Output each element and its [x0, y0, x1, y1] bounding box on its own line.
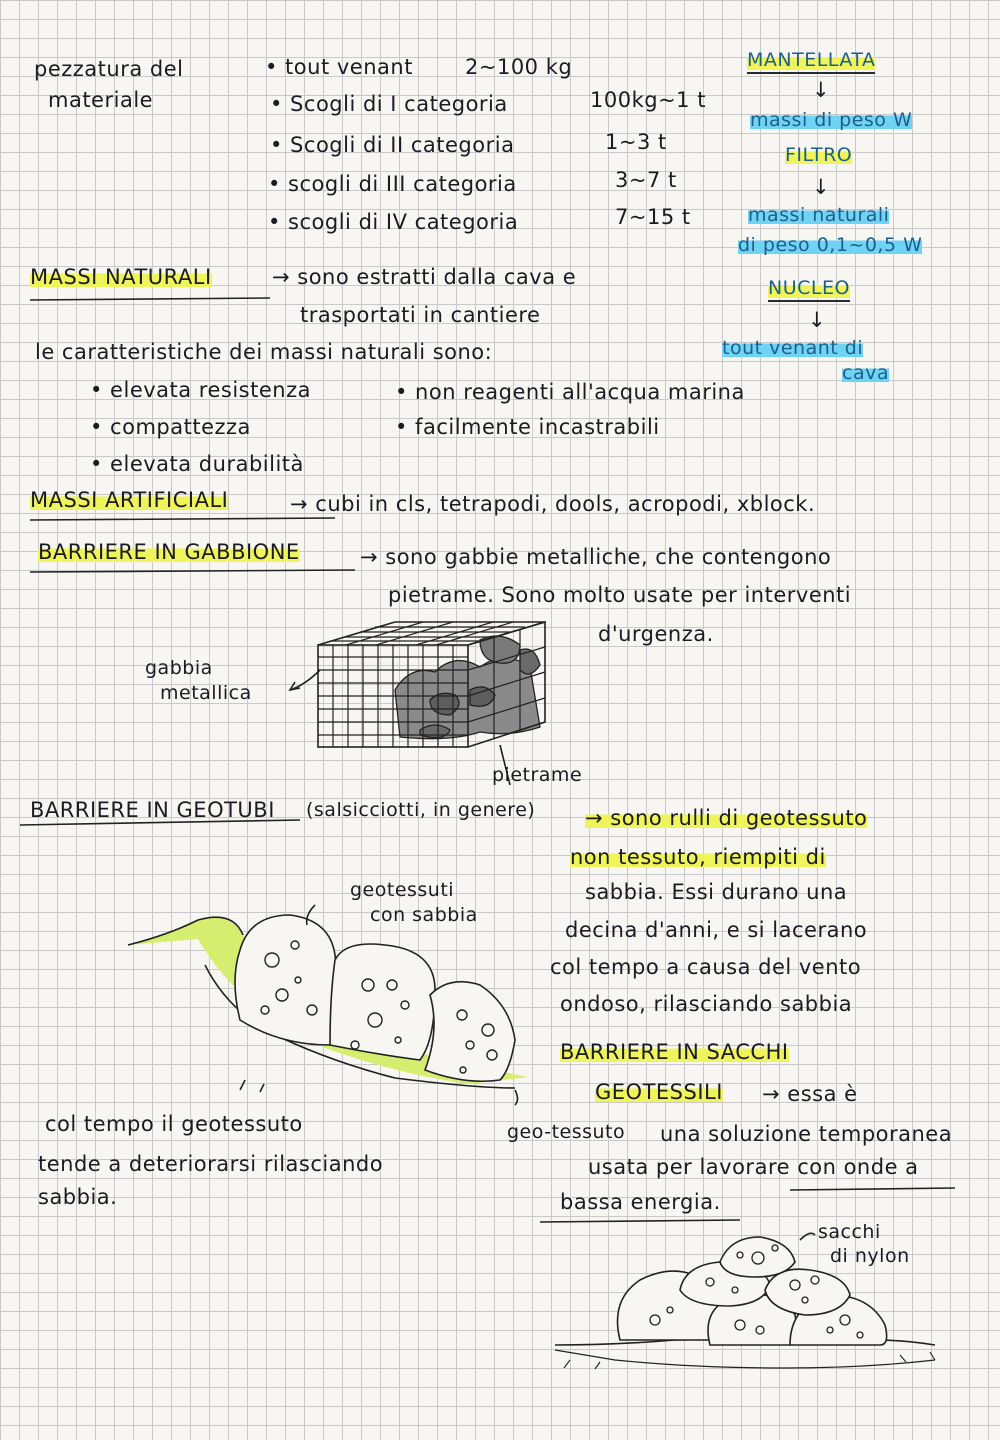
gabbione-title: BARRIERE IN GABBIONE [38, 540, 300, 564]
geotubi-note-1: col tempo il geotessuto [45, 1112, 303, 1136]
geotubi-desc-3: sabbia. Essi durano una [585, 880, 848, 904]
label-geotessuti: geotessuti [350, 879, 455, 901]
massi-naturali-intro: le caratteristiche dei massi naturali sono: [35, 340, 493, 364]
layer-mantellata: MANTELLATA [747, 49, 875, 74]
geotubi-desc-5: col tempo a causa del vento [550, 955, 862, 979]
pezzatura-item-4: • scogli di IV categoria [268, 210, 519, 234]
layer-nucleo: NUCLEO [768, 277, 850, 302]
geotubi-desc-4: decina d'anni, e si lacerano [565, 918, 868, 942]
layer-filtro-desc-2: di peso 0,1~0,5 W [738, 234, 923, 256]
label-geo-tessuto: geo-tessuto [507, 1121, 626, 1143]
trait-left-0: • elevata resistenza [90, 378, 311, 402]
pezzatura-weight-1: 100kg~1 t [590, 88, 706, 112]
massi-naturali-desc-1: → sono estratti dalla cava e [272, 265, 577, 289]
pezzatura-item-0: • tout venant [265, 55, 413, 79]
pezzatura-weight-4: 7~15 t [615, 205, 691, 229]
pezzatura-label-1: pezzatura del [34, 57, 184, 81]
sacchi-desc-3: usata per lavorare con onde a [588, 1155, 919, 1179]
layer-filtro-desc-1: massi naturali [748, 204, 890, 226]
gabbione-desc-1: → sono gabbie metalliche, che contengono [360, 545, 832, 569]
sacchi-desc-1: → essa è [762, 1082, 858, 1106]
trait-right-1: • facilmente incastrabili [395, 415, 660, 439]
layer-nucleo-desc-1: tout venant di [722, 337, 864, 359]
pezzatura-item-1: • Scogli di I categoria [270, 92, 508, 116]
label-con-sabbia: con sabbia [370, 904, 478, 926]
gabbione-drawing [290, 622, 545, 785]
sacchi-title-1: BARRIERE IN SACCHI [560, 1040, 789, 1064]
massi-naturali-desc-2: trasportati in cantiere [300, 303, 541, 327]
geotubi-drawing [128, 905, 528, 1105]
gabbione-desc-3: d'urgenza. [598, 622, 714, 646]
pezzatura-item-3: • scogli di III categoria [268, 172, 517, 196]
geotubi-desc-6: ondoso, rilasciando sabbia [560, 992, 853, 1016]
layer-nucleo-desc-2: cava [842, 362, 889, 384]
sacchi-desc-4: bassa energia. [560, 1190, 721, 1214]
underline-massi-naturali [30, 298, 270, 300]
geotubi-note-3: sabbia. [38, 1185, 118, 1209]
label-pietrame: pietrame [492, 764, 583, 786]
massi-artificiali-desc: → cubi in cls, tetrapodi, dools, acropodi, xblock. [290, 492, 816, 516]
geotubi-note-2: tende a deteriorarsi rilasciando [38, 1152, 384, 1176]
sacchi-desc-2: una soluzione temporanea [660, 1122, 953, 1146]
geotubi-desc-1: → sono rulli di geotessuto [585, 806, 868, 830]
pezzatura-weight-3: 3~7 t [615, 168, 677, 192]
trait-right-0: • non reagenti all'acqua marina [395, 380, 745, 404]
geotubi-desc-2: non tessuto, riempiti di [570, 845, 826, 869]
arrow-down-icon: ↓ [808, 308, 827, 332]
massi-naturali-title: MASSI NATURALI [30, 265, 212, 289]
label-di-nylon: di nylon [830, 1245, 910, 1267]
trait-left-2: • elevata durabilità [90, 452, 304, 476]
sacchi-title-2: GEOTESSILI [595, 1080, 723, 1104]
pezzatura-item-2: • Scogli di II categoria [270, 133, 515, 157]
arrow-down-icon: ↓ [812, 175, 831, 199]
gabbione-desc-2: pietrame. Sono molto usate per interventi [388, 583, 852, 607]
pezzatura-label-2: materiale [48, 88, 154, 112]
layer-filtro: FILTRO [785, 144, 853, 166]
pezzatura-weight-2: 1~3 t [605, 130, 667, 154]
trait-left-1: • compattezza [90, 415, 251, 439]
massi-artificiali-title: MASSI ARTIFICIALI [30, 488, 229, 512]
geotubi-paren: (salsicciotti, in genere) [306, 799, 536, 821]
label-gabbia: gabbia [145, 657, 213, 679]
layer-mantellata-desc: massi di peso W [750, 109, 913, 131]
arrow-down-icon: ↓ [812, 78, 831, 102]
label-metallica: metallica [160, 682, 252, 704]
pezzatura-weight-0: 2~100 kg [465, 55, 573, 79]
geotubi-title: BARRIERE IN GEOTUBI [30, 798, 275, 822]
label-sacchi: sacchi [818, 1221, 881, 1243]
